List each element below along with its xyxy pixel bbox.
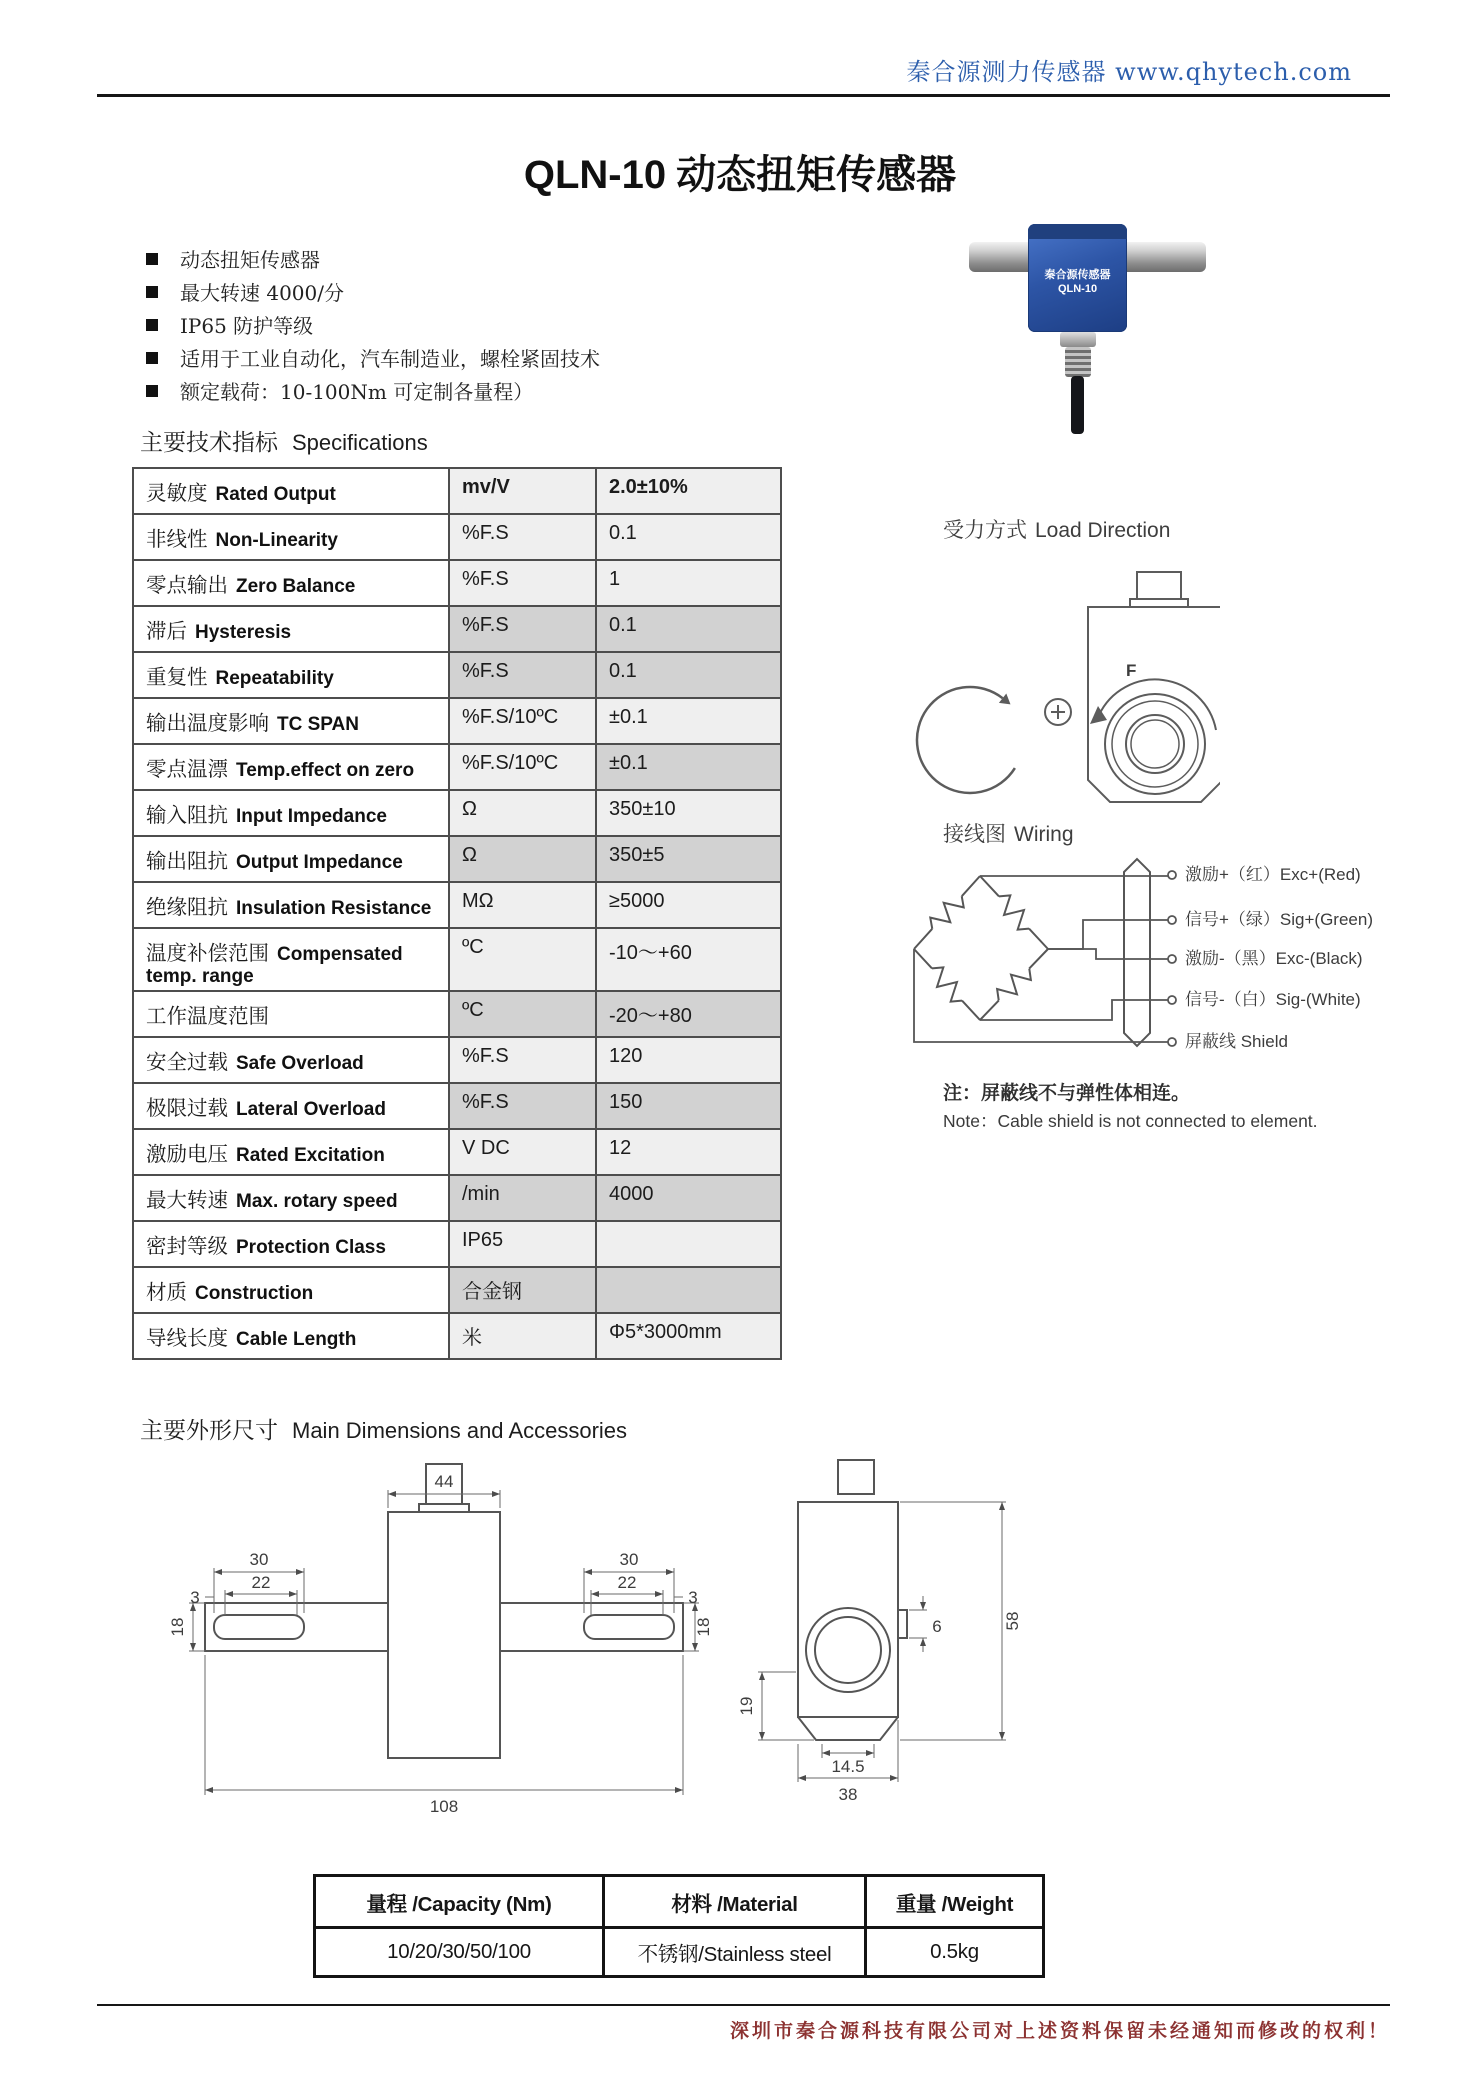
dim-3-right: 3 xyxy=(688,1588,698,1607)
spec-param-en: Output Impedance xyxy=(236,852,403,873)
wiring-title: 接线图 Wiring xyxy=(943,822,1074,846)
spec-param-en: Insulation Resistance xyxy=(236,898,432,919)
spec-param-en: Input Impedance xyxy=(236,806,387,827)
dim-58: 58 xyxy=(1003,1611,1022,1631)
product-model: QLN-10 xyxy=(523,152,667,197)
spec-value-cell: 150 xyxy=(596,1083,781,1129)
spec-parameter-cell xyxy=(133,652,449,698)
spec-value-cell: ±0.1 xyxy=(596,744,781,790)
spec-parameter-cell xyxy=(133,790,449,836)
spec-row xyxy=(133,652,781,698)
spec-value-cell: -10～+60 xyxy=(596,928,781,991)
resistor-icon xyxy=(926,890,969,935)
page-title xyxy=(0,143,1480,200)
spec-parameter-cell xyxy=(133,1037,449,1083)
dimensions-section-title: 主要外形尺寸 Main Dimensions and Accessories xyxy=(140,1418,628,1444)
spec-value-cell: 0.1 xyxy=(596,652,781,698)
dim-18-right: 18 xyxy=(694,1617,713,1637)
sensor-cable xyxy=(1071,376,1084,434)
header-divider xyxy=(97,94,1390,97)
side-view-dim-lines xyxy=(758,1502,1006,1782)
feature-item xyxy=(146,308,600,341)
spec-row xyxy=(133,1313,781,1359)
bullet-square-icon xyxy=(146,253,158,265)
spec-row xyxy=(133,468,781,514)
spec-row xyxy=(133,744,781,790)
spec-value-cell: 350±5 xyxy=(596,836,781,882)
capacity-header-cell: 材料 /Material xyxy=(604,1876,866,1928)
spec-value-cell: -20～+80 xyxy=(596,991,781,1037)
terminal-dots xyxy=(1168,871,1176,1046)
spec-value-cell: 1 xyxy=(596,560,781,606)
spec-unit-cell: ºC xyxy=(449,991,596,1037)
spec-param-cn: 输入阻抗 xyxy=(146,803,228,827)
dim-44: 44 xyxy=(434,1472,454,1491)
spec-parameter-cell xyxy=(133,1129,449,1175)
bullet-square-icon xyxy=(146,385,158,397)
spec-parameter-cell xyxy=(133,991,449,1037)
spec-param-cn: 输出温度影响 xyxy=(146,711,269,735)
spec-value-cell: 0.1 xyxy=(596,514,781,560)
dim-108: 108 xyxy=(429,1797,459,1816)
load-direction-diagram xyxy=(890,552,1220,822)
sensor-connector xyxy=(1060,332,1096,347)
spec-param-en: Zero Balance xyxy=(236,576,356,597)
spec-unit-cell: %F.S xyxy=(449,1083,596,1129)
feature-item xyxy=(146,275,600,308)
spec-row xyxy=(133,514,781,560)
feature-text: 最大转速 4000/分 xyxy=(180,281,344,305)
bridge-edges xyxy=(914,876,1048,1020)
spec-param-cn: 重复性 xyxy=(146,665,208,689)
sensor-nameplate: 秦合源传感器 QLN-10 xyxy=(1044,269,1111,295)
spec-param-en: TC SPAN xyxy=(277,714,359,735)
spec-parameter-cell xyxy=(133,560,449,606)
wires xyxy=(914,876,1168,1042)
spec-row xyxy=(133,606,781,652)
spec-param-cn: 工作温度范围 xyxy=(146,1004,269,1028)
spec-param-en: Protection Class xyxy=(236,1237,386,1258)
spec-param-en: Repeatability xyxy=(215,668,334,689)
spec-param-cn: 材质 xyxy=(146,1280,187,1304)
spec-value-cell: ≥5000 xyxy=(596,882,781,928)
resistor-icon xyxy=(925,962,968,1006)
spec-unit-cell: %F.S xyxy=(449,1037,596,1083)
dim-18-left: 18 xyxy=(168,1617,187,1637)
dim-14-5: 14.5 xyxy=(831,1757,865,1776)
spec-param-cn: 激励电压 xyxy=(146,1142,228,1166)
spec-unit-cell: %F.S xyxy=(449,514,596,560)
capacity-data-row xyxy=(315,1928,1044,1977)
spec-parameter-cell xyxy=(133,882,449,928)
footer-notice: 深圳市秦合源科技有限公司对上述资料保留未经通知而修改的权利！ xyxy=(729,2020,1390,2042)
spec-unit-cell: Ω xyxy=(449,790,596,836)
spec-param-en: Construction xyxy=(195,1283,314,1304)
spec-param-cn: 滞后 xyxy=(146,619,187,643)
feature-text: 动态扭矩传感器 xyxy=(180,248,320,272)
spec-param-en: Lateral Overload xyxy=(236,1099,386,1120)
sensor-body-cap xyxy=(1028,224,1127,239)
spec-row xyxy=(133,1037,781,1083)
spec-parameter-cell xyxy=(133,928,449,991)
wiring-terminal-labels xyxy=(1185,862,1465,1055)
spec-unit-cell: %F.S/10ºC xyxy=(449,698,596,744)
spec-row xyxy=(133,836,781,882)
capacity-value-cell: 10/20/30/50/100 xyxy=(315,1928,604,1977)
dim-22-right: 22 xyxy=(617,1573,637,1592)
spec-param-cn: 最大转速 xyxy=(146,1188,228,1212)
spec-parameter-cell xyxy=(133,1083,449,1129)
spec-param-en: Non-Linearity xyxy=(215,530,338,551)
feature-item xyxy=(146,374,600,407)
spec-unit-cell: 合金钢 xyxy=(449,1267,596,1313)
spec-value-cell: 12 xyxy=(596,1129,781,1175)
spec-param-cn: 绝缘阻抗 xyxy=(146,895,228,919)
spec-row xyxy=(133,991,781,1037)
spec-param-cn: 导线长度 xyxy=(146,1326,228,1350)
product-name: 动态扭矩传感器 xyxy=(676,150,957,198)
dim-30-left: 30 xyxy=(249,1550,269,1569)
spec-param-cn: 极限过载 xyxy=(146,1096,228,1120)
spec-table xyxy=(132,467,782,1360)
feature-item xyxy=(146,242,600,275)
capacity-header-row xyxy=(315,1876,1044,1928)
spec-param-cn: 安全过载 xyxy=(146,1050,228,1074)
dim-38: 38 xyxy=(838,1785,858,1804)
company-website-link[interactable]: 秦合源测力传感器 www.qhytech.com xyxy=(906,58,1352,86)
spec-parameter-cell xyxy=(133,468,449,514)
spec-row xyxy=(133,1175,781,1221)
terminal-label: 屏蔽线 Shield xyxy=(1185,1032,1288,1051)
spec-unit-cell: %F.S xyxy=(449,652,596,698)
spec-unit-cell: %F.S/10ºC xyxy=(449,744,596,790)
spec-param-en: Safe Overload xyxy=(236,1053,364,1074)
side-view-outline xyxy=(798,1460,907,1740)
load-direction-title: 受力方式 Load Direction xyxy=(943,518,1171,542)
spec-value-cell: 2.0±10% xyxy=(596,468,781,514)
feature-list xyxy=(146,242,600,407)
product-photo xyxy=(965,222,1210,434)
spec-value-cell: ±0.1 xyxy=(596,698,781,744)
spec-row xyxy=(133,882,781,928)
spec-row xyxy=(133,928,781,991)
wiring-note-en: Note：Cable shield is not connected to element. xyxy=(943,1111,1318,1131)
spec-param-en: Compensated temp. range xyxy=(146,944,403,987)
spec-param-cn: 零点输出 xyxy=(146,573,228,597)
spec-parameter-cell xyxy=(133,744,449,790)
spec-row xyxy=(133,790,781,836)
spec-param-en: Max. rotary speed xyxy=(236,1191,398,1212)
spec-param-en: Rated Excitation xyxy=(236,1145,385,1166)
spec-param-cn: 灵敏度 xyxy=(146,481,208,505)
spec-param-en: Cable Length xyxy=(236,1329,357,1350)
spec-parameter-cell xyxy=(133,1267,449,1313)
terminal-label: 信号-（白）Sig-(White) xyxy=(1185,990,1361,1009)
capacity-header-cell: 重量 /Weight xyxy=(866,1876,1044,1928)
spec-unit-cell: Ω xyxy=(449,836,596,882)
threaded-stud xyxy=(1065,347,1091,377)
force-label: F xyxy=(1126,661,1137,680)
dim-19: 19 xyxy=(737,1696,756,1716)
spec-param-cn: 零点温漂 xyxy=(146,757,228,781)
spec-parameter-cell xyxy=(133,1221,449,1267)
spec-param-cn: 输出阻抗 xyxy=(146,849,228,873)
spec-parameter-cell xyxy=(133,514,449,560)
spec-unit-cell: %F.S xyxy=(449,606,596,652)
spec-value-cell xyxy=(596,1267,781,1313)
spec-param-cn: 密封等级 xyxy=(146,1234,228,1258)
spec-unit-cell: /min xyxy=(449,1175,596,1221)
spec-param-cn: 温度补偿范围 xyxy=(146,941,269,965)
front-view-dim-lines xyxy=(189,1490,699,1795)
spec-param-en: Temp.effect on zero xyxy=(236,760,415,781)
dim-6: 6 xyxy=(932,1617,942,1636)
sensor-body xyxy=(1028,224,1127,332)
spec-unit-cell: %F.S xyxy=(449,560,596,606)
terminal-label: 激励-（黑）Exc-(Black) xyxy=(1185,949,1363,968)
spec-unit-cell: V DC xyxy=(449,1129,596,1175)
spec-value-cell: 350±10 xyxy=(596,790,781,836)
force-arc-arrow xyxy=(1099,679,1216,730)
spec-parameter-cell xyxy=(133,1175,449,1221)
spec-unit-cell: IP65 xyxy=(449,1221,596,1267)
capacity-table xyxy=(313,1874,1045,1978)
spec-unit-cell: 米 xyxy=(449,1313,596,1359)
dim-22-left: 22 xyxy=(251,1573,271,1592)
spec-row xyxy=(133,1129,781,1175)
spec-row xyxy=(133,698,781,744)
feature-item xyxy=(146,341,600,374)
spec-parameter-cell xyxy=(133,606,449,652)
spec-parameter-cell xyxy=(133,1313,449,1359)
spec-value-cell: Φ5*3000mm xyxy=(596,1313,781,1359)
spec-row xyxy=(133,1221,781,1267)
feature-text: IP65 防护等级 xyxy=(180,314,314,338)
dimension-drawings xyxy=(150,1450,1110,1830)
bullet-square-icon xyxy=(146,319,158,331)
spec-value-cell: 0.1 xyxy=(596,606,781,652)
spec-parameter-cell xyxy=(133,836,449,882)
spec-section-title: 主要技术指标 Specifications xyxy=(140,430,428,456)
wiring-note-cn: 注：屏蔽线不与弹性体相连。 xyxy=(943,1083,1191,1104)
capacity-value-cell: 0.5kg xyxy=(866,1928,1044,1977)
terminal-label: 信号+（绿）Sig+(Green) xyxy=(1185,910,1373,929)
resistor-icon xyxy=(992,890,1035,934)
capacity-value-cell: 不锈钢/Stainless steel xyxy=(604,1928,866,1977)
spec-param-cn: 非线性 xyxy=(146,527,208,551)
front-view-outline xyxy=(205,1464,683,1758)
bullet-square-icon xyxy=(146,352,158,364)
feature-text: 额定载荷：10-100Nm 可定制各量程） xyxy=(180,380,534,404)
spec-row xyxy=(133,1083,781,1129)
terminal-label: 激励+（红）Exc+(Red) xyxy=(1185,865,1361,884)
spec-unit-cell: ºC xyxy=(449,928,596,991)
cable-outline xyxy=(1124,859,1150,1046)
spec-value-cell: 120 xyxy=(596,1037,781,1083)
spec-param-en: Hysteresis xyxy=(195,622,292,643)
capacity-header-cell: 量程 /Capacity (Nm) xyxy=(315,1876,604,1928)
footer-divider xyxy=(97,2004,1390,2006)
spec-param-en: Rated Output xyxy=(215,484,336,505)
spec-row xyxy=(133,1267,781,1313)
feature-text: 适用于工业自动化，汽车制造业，螺栓紧固技术 xyxy=(180,347,600,371)
spec-unit-cell: mv/V xyxy=(449,468,596,514)
bullet-square-icon xyxy=(146,286,158,298)
resistor-icon xyxy=(992,962,1036,1006)
spec-value-cell: 4000 xyxy=(596,1175,781,1221)
spec-row xyxy=(133,560,781,606)
dim-3-left: 3 xyxy=(190,1588,200,1607)
spec-value-cell xyxy=(596,1221,781,1267)
dim-30-right: 30 xyxy=(619,1550,639,1569)
spec-parameter-cell xyxy=(133,698,449,744)
spec-unit-cell: MΩ xyxy=(449,882,596,928)
